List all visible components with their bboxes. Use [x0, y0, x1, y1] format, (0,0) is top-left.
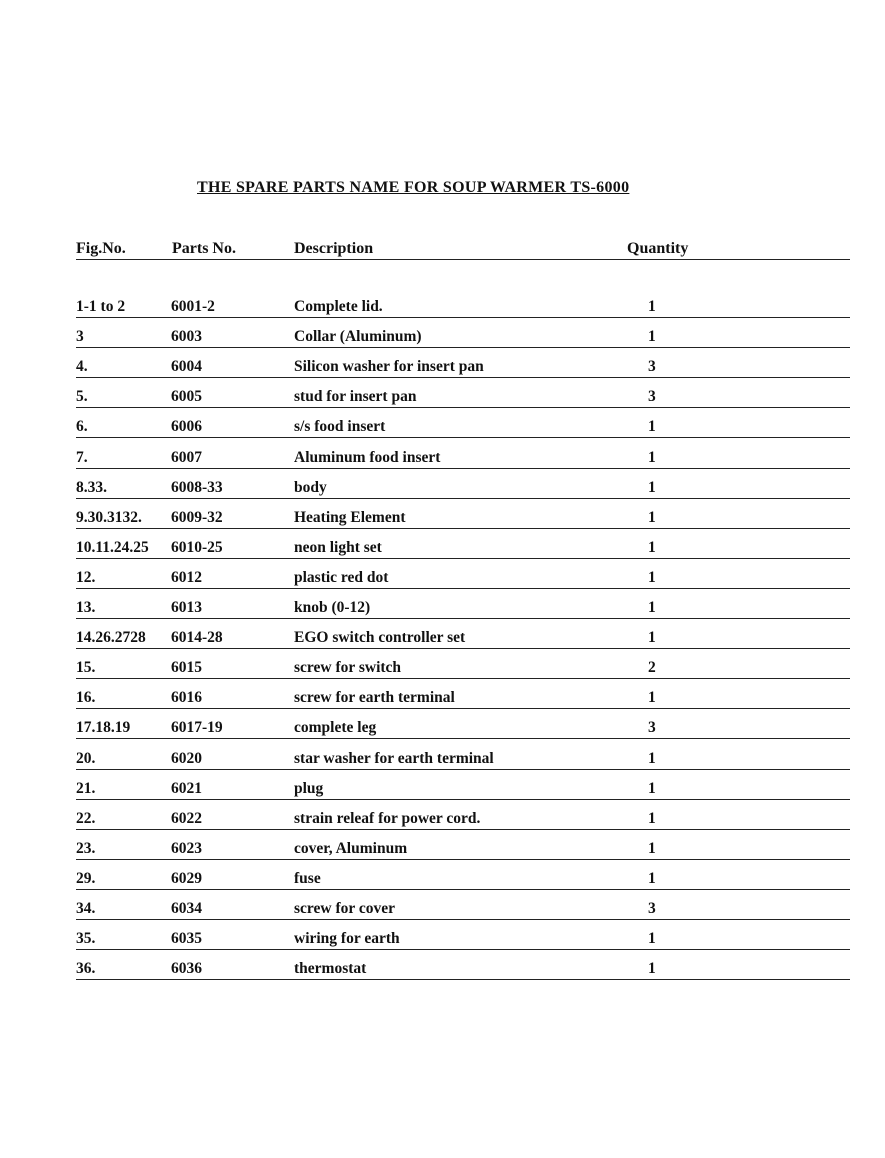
description-cell: plastic red dot: [294, 568, 389, 586]
description-cell: screw for switch: [294, 659, 402, 677]
description-cell: stud for insert pan: [294, 388, 417, 406]
table-row: [76, 679, 850, 709]
header-parts-no: Parts No.: [172, 240, 236, 257]
table-row: [76, 559, 850, 589]
description-cell: Aluminum food insert: [294, 448, 441, 466]
table-row: [76, 740, 850, 770]
fig-no-cell: 20.: [76, 749, 96, 767]
description-cell: knob (0-12): [294, 599, 371, 616]
description-cell: wiring for earth: [294, 930, 400, 948]
header-description: Description: [294, 240, 374, 257]
parts-no-cell: 6017-19: [171, 719, 223, 737]
parts-no-cell: 6005: [171, 388, 202, 406]
fig-no-cell: 14.26.2728: [76, 629, 146, 647]
quantity-cell: 1: [648, 960, 656, 978]
table-row: [76, 529, 850, 559]
quantity-cell: 1: [648, 298, 656, 315]
quantity-cell: 3: [648, 358, 656, 376]
parts-no-cell: 6001-2: [171, 298, 215, 315]
header-fig-no: Fig.No.: [76, 240, 126, 257]
table-row: [76, 469, 850, 499]
quantity-cell: 1: [648, 839, 656, 857]
fig-no-cell: 23.: [76, 839, 96, 857]
fig-no-cell: 13.: [76, 599, 96, 616]
parts-no-cell: 6003: [171, 328, 202, 346]
quantity-cell: 1: [648, 809, 656, 827]
parts-no-cell: 6010-25: [171, 538, 223, 556]
description-cell: Complete lid.: [294, 298, 383, 315]
parts-no-cell: 6004: [171, 358, 202, 376]
description-cell: strain releaf for power cord.: [294, 809, 481, 827]
quantity-cell: 1: [648, 869, 656, 887]
parts-no-cell: 6015: [171, 659, 202, 677]
parts-no-cell: 6022: [171, 809, 202, 827]
parts-no-cell: 6009-32: [171, 508, 223, 526]
description-cell: Heating Element: [294, 508, 406, 526]
parts-no-cell: 6008-33: [171, 478, 223, 496]
parts-no-cell: 6013: [171, 599, 202, 616]
quantity-cell: 1: [648, 328, 656, 346]
parts-no-cell: 6029: [171, 869, 202, 887]
quantity-cell: 1: [648, 538, 656, 556]
parts-no-cell: 6034: [171, 900, 202, 917]
fig-no-cell: 34.: [76, 900, 96, 917]
table-row: [76, 408, 850, 438]
table-row: [76, 589, 850, 619]
table-row: [76, 800, 850, 830]
document-title: THE SPARE PARTS NAME FOR SOUP WARMER TS-6000: [197, 179, 630, 196]
description-cell: fuse: [294, 869, 321, 887]
quantity-cell: 1: [648, 448, 656, 466]
fig-no-cell: 10.11.24.25: [76, 538, 149, 556]
quantity-cell: 1: [648, 779, 656, 797]
fig-no-cell: 29.: [76, 869, 96, 887]
description-cell: screw for earth terminal: [294, 689, 455, 707]
table-row: [76, 649, 850, 679]
quantity-cell: 3: [648, 900, 656, 917]
parts-no-cell: 6012: [171, 568, 202, 586]
header-rule: [76, 259, 850, 260]
description-cell: s/s food insert: [294, 418, 386, 436]
description-cell: cover, Aluminum: [294, 839, 408, 857]
fig-no-cell: 1-1 to 2: [76, 298, 126, 315]
header-quantity: Quantity: [627, 240, 689, 257]
table-row: [76, 860, 850, 890]
description-cell: body: [294, 478, 327, 496]
table-row: [76, 378, 850, 408]
parts-no-cell: 6016: [171, 689, 202, 707]
row-rule: [76, 979, 850, 980]
table-row: [76, 830, 850, 860]
quantity-cell: 1: [648, 418, 656, 436]
table-row: [76, 439, 850, 469]
description-cell: star washer for earth terminal: [294, 749, 494, 767]
description-cell: plug: [294, 779, 324, 797]
table-row: [76, 288, 850, 318]
description-cell: EGO switch controller set: [294, 629, 466, 647]
quantity-cell: 3: [648, 719, 656, 737]
table-row: [76, 770, 850, 800]
fig-no-cell: 5.: [76, 388, 88, 406]
table-row: [76, 318, 850, 348]
quantity-cell: 1: [648, 599, 656, 616]
fig-no-cell: 21.: [76, 779, 96, 797]
fig-no-cell: 9.30.3132.: [76, 508, 142, 526]
table-row: [76, 619, 850, 649]
table-row: [76, 348, 850, 378]
fig-no-cell: 36.: [76, 960, 96, 978]
description-cell: Collar (Aluminum): [294, 328, 422, 346]
fig-no-cell: 17.18.19: [76, 719, 131, 737]
fig-no-cell: 4.: [76, 358, 88, 376]
fig-no-cell: 16.: [76, 689, 96, 707]
fig-no-cell: 35.: [76, 930, 96, 948]
fig-no-cell: 12.: [76, 568, 96, 586]
quantity-cell: 1: [648, 629, 656, 647]
quantity-cell: 2: [648, 659, 656, 677]
description-cell: complete leg: [294, 719, 377, 737]
description-cell: screw for cover: [294, 900, 395, 917]
parts-no-cell: 6020: [171, 749, 202, 767]
parts-no-cell: 6014-28: [171, 629, 223, 647]
table-row: [76, 950, 850, 980]
quantity-cell: 3: [648, 388, 656, 406]
quantity-cell: 1: [648, 689, 656, 707]
parts-no-cell: 6035: [171, 930, 202, 948]
description-cell: thermostat: [294, 960, 367, 978]
quantity-cell: 1: [648, 568, 656, 586]
quantity-cell: 1: [648, 478, 656, 496]
table-row: [76, 890, 850, 920]
quantity-cell: 1: [648, 930, 656, 948]
description-cell: neon light set: [294, 538, 382, 556]
table-row: [76, 709, 850, 739]
table-row: [76, 920, 850, 950]
quantity-cell: 1: [648, 749, 656, 767]
fig-no-cell: 8.33.: [76, 478, 107, 496]
parts-no-cell: 6007: [171, 448, 202, 466]
quantity-cell: 1: [648, 508, 656, 526]
fig-no-cell: 22.: [76, 809, 96, 827]
description-cell: Silicon washer for insert pan: [294, 358, 484, 376]
fig-no-cell: 7.: [76, 448, 88, 466]
fig-no-cell: 15.: [76, 659, 96, 677]
parts-no-cell: 6036: [171, 960, 202, 978]
parts-no-cell: 6021: [171, 779, 202, 797]
fig-no-cell: 6.: [76, 418, 88, 436]
parts-no-cell: 6023: [171, 839, 202, 857]
fig-no-cell: 3: [76, 328, 84, 346]
table-row: [76, 499, 850, 529]
parts-no-cell: 6006: [171, 418, 202, 436]
